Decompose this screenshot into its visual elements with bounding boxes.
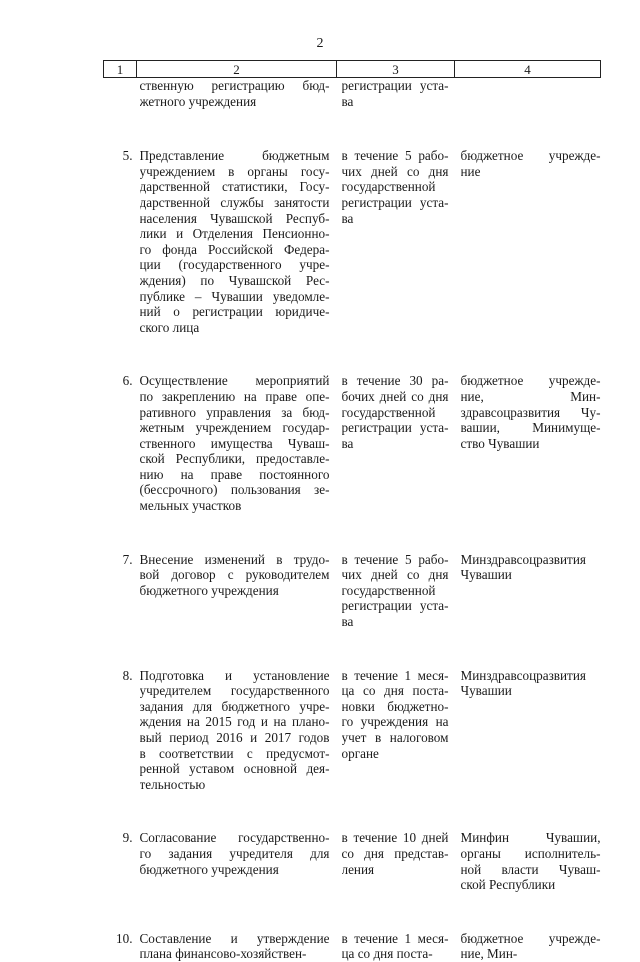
table-row: [104, 931, 601, 962]
text-line: Подготовка и установление: [139, 667, 330, 683]
text-line: учет в налоговом: [341, 730, 449, 745]
text-line: жетным учреждением государ-: [139, 420, 330, 436]
term-cell: [337, 78, 455, 149]
action-cell: [137, 931, 337, 962]
table-row: [104, 78, 601, 149]
text-line: Минздравсоцразвития: [460, 551, 586, 567]
text-line: го учреждения на: [341, 714, 449, 730]
text-line: в течение 1 меся-: [341, 930, 449, 946]
text-line: в течение 1 меся-: [341, 667, 449, 683]
text-line: в соответствии с предусмот-: [139, 745, 330, 761]
text-line: го фонда Российской Федера-: [139, 241, 330, 257]
text-line: в течение 5 рабо-: [341, 551, 449, 567]
text-line: ского лица: [139, 319, 200, 335]
text-line: здравсоцразвития Чу-: [460, 404, 601, 420]
row-number: [104, 78, 137, 149]
text-line: публике – Чувашии уведомле-: [139, 288, 330, 304]
text-line: ца со дня поста-: [341, 683, 449, 699]
table-header-row: [104, 61, 601, 78]
text-line: чих дней со дня: [341, 163, 449, 179]
text-line: ца со дня поста-: [341, 946, 433, 962]
row-number: 6.: [122, 373, 133, 389]
table-row: [104, 830, 601, 930]
text-line: лики и Отделения Пенсионно-: [139, 226, 330, 242]
text-line: тельностью: [139, 776, 206, 792]
text-line: ва: [341, 93, 354, 109]
text-line: бочих дней со дня: [341, 388, 449, 404]
text-line: бюджетное учрежде-: [460, 930, 601, 946]
action-cell: [137, 668, 337, 831]
text-line: ва: [341, 614, 354, 630]
text-line: мельных участков: [139, 498, 242, 514]
text-line: го задания учредителя для: [139, 845, 330, 861]
header-col-2: 2: [137, 61, 337, 78]
responsible-cell: [455, 668, 601, 831]
text-line: Минздравсоцразвития: [460, 667, 586, 683]
responsible-cell: [455, 148, 601, 373]
header-col-1: 1: [104, 61, 137, 78]
text-line: Чувашии: [460, 567, 512, 583]
text-line: органы исполнитель-: [460, 845, 601, 861]
text-line: новки бюджетно-: [341, 698, 449, 714]
text-line: нию на праве постоянного: [139, 466, 330, 482]
action-cell: [137, 78, 337, 149]
action-cell: [137, 552, 337, 668]
table-row: [104, 668, 601, 831]
text-line: ва: [341, 435, 354, 451]
text-line: Осуществление мероприятий: [139, 373, 330, 389]
action-cell: [137, 148, 337, 373]
text-line: бюджетное учрежде-: [460, 148, 601, 164]
text-line: ции (государственного учре-: [139, 257, 330, 273]
header-col-4: 4: [455, 61, 601, 78]
text-line: бюджетного учреждения: [139, 582, 279, 598]
text-line: Внесение изменений в трудо-: [139, 551, 330, 567]
text-line: Составление и утверждение: [139, 930, 330, 946]
responsible-cell: [455, 373, 601, 551]
text-line: вой договор с руководителем: [139, 567, 330, 583]
text-line: населения Чувашской Респуб-: [139, 210, 330, 226]
header-col-3: 3: [337, 61, 455, 78]
text-line: плана финансово-хозяйствен-: [139, 946, 307, 962]
text-line: чих дней со дня: [341, 567, 449, 583]
text-line: дарственной статистики, Госу-: [139, 179, 330, 195]
text-line: учредителем государственного: [139, 683, 330, 699]
text-line: государственной: [341, 404, 436, 420]
text-line: (бессрочного) пользования зе-: [139, 482, 330, 498]
text-line: регистрации уста-: [341, 420, 449, 436]
table-row: [104, 373, 601, 551]
text-line: ждения) по Чувашской Рес-: [139, 272, 330, 288]
text-line: бюджетное учрежде-: [460, 373, 601, 389]
text-line: учреждением в органы госу-: [139, 163, 330, 179]
table-body: [104, 78, 601, 962]
row-number: 8.: [122, 667, 133, 683]
action-cell: [137, 830, 337, 930]
text-line: ления: [341, 861, 375, 877]
text-line: вашии, Минимуще-: [460, 420, 601, 436]
text-line: ждения на 2015 год и на плано-: [139, 714, 330, 730]
table-row: [104, 552, 601, 668]
row-number: 9.: [122, 830, 133, 846]
term-cell: [337, 931, 455, 962]
measures-table: [103, 60, 601, 962]
text-line: в течение 10 дней: [341, 830, 449, 846]
text-line: Чувашии: [460, 683, 512, 699]
text-line: ративного управления за бюд-: [139, 404, 330, 420]
term-cell: [337, 552, 455, 668]
text-line: дарственной службы занятости: [139, 194, 330, 210]
text-line: ственного имущества Чуваш-: [139, 435, 330, 451]
text-line: органе: [341, 745, 379, 761]
text-line: ний о регистрации юридиче-: [139, 304, 330, 320]
action-cell: [137, 373, 337, 551]
text-line: ренной уставом основной дея-: [139, 761, 330, 777]
table-row: [104, 148, 601, 373]
responsible-cell: [455, 78, 601, 149]
responsible-cell: [455, 830, 601, 930]
text-line: со дня представ-: [341, 845, 449, 861]
text-line: Согласование государственно-: [139, 830, 330, 846]
text-line: Минфин Чувашии,: [460, 830, 601, 846]
row-number: 7.: [122, 551, 133, 567]
text-line: ной власти Чуваш-: [460, 861, 601, 877]
row-number: 10.: [116, 930, 133, 946]
term-cell: [337, 668, 455, 831]
text-line: в течение 5 рабо-: [341, 148, 449, 164]
text-line: ственную регистрацию бюд-: [139, 78, 330, 93]
text-line: в течение 30 ра-: [341, 373, 449, 389]
responsible-cell: [455, 931, 601, 962]
text-line: государственной: [341, 582, 436, 598]
text-line: ние, Мин-: [460, 946, 518, 962]
text-line: по закреплению на праве опе-: [139, 388, 330, 404]
text-line: вый период 2016 и 2017 годов: [139, 730, 330, 745]
text-line: бюджетного учреждения: [139, 861, 279, 877]
text-line: жетного учреждения: [139, 93, 257, 109]
text-line: ской Республики, предоставле-: [139, 451, 330, 467]
term-cell: [337, 830, 455, 930]
text-line: задания для бюджетного учре-: [139, 698, 330, 714]
text-line: регистрации уста-: [341, 78, 449, 93]
text-line: регистрации уста-: [341, 194, 449, 210]
responsible-cell: [455, 552, 601, 668]
text-line: ние, Мин-: [460, 388, 601, 404]
text-line: ва: [341, 210, 354, 226]
term-cell: [337, 373, 455, 551]
term-cell: [337, 148, 455, 373]
text-line: Представление бюджетным: [139, 148, 330, 164]
text-line: регистрации уста-: [341, 598, 449, 614]
row-number: 5.: [122, 148, 133, 164]
text-line: ство Чувашии: [460, 435, 540, 451]
text-line: ской Республики: [460, 877, 556, 893]
text-line: государственной: [341, 179, 436, 195]
text-line: ние: [460, 163, 481, 179]
page-number: 2: [316, 36, 324, 51]
